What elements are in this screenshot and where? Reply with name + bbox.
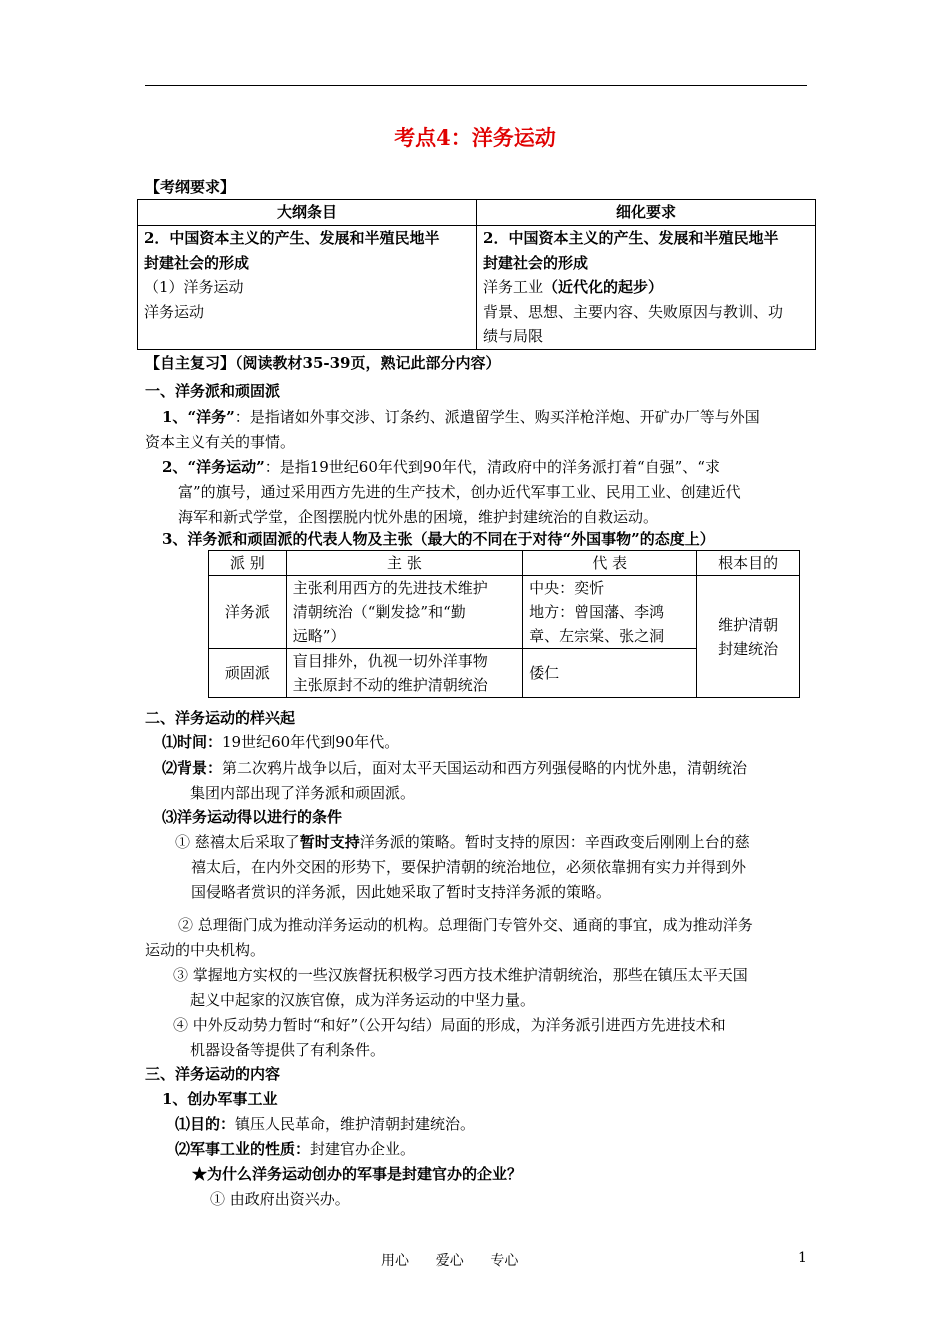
self-review-note: （阅读教材35-39页，熟记此部分内容）: [235, 354, 501, 372]
c1-bold: 暂时支持: [299, 833, 360, 851]
t2-head-goal: 根本目的: [697, 551, 800, 576]
c3-text-a: ③ 掌握地方实权的一些汉族督抚积极学习西方技术维护清朝统治，那些在镇压太平天国: [173, 966, 748, 984]
s1-para-1: [145, 405, 812, 455]
goal-1: 维护清朝: [718, 615, 779, 634]
c4-text-a: ④ 中外反动势力暂时“和好”（公开勾结）局面的形成，为洋务派引进西方先进技术和: [173, 1016, 726, 1034]
s1-para-2: [162, 455, 812, 530]
claim-w-1: 主张利用西方的先进技术维护: [292, 579, 488, 597]
s3-aim: [175, 1113, 475, 1134]
outline-line-2: 封建社会的形成: [144, 253, 250, 272]
detail-line-4: 背景、思想、主要内容、失败原因与教训、功: [483, 302, 784, 321]
goal-cell: [697, 576, 800, 698]
s3-answer-1: ① 由政府出资兴办。: [210, 1190, 350, 1208]
detail-line-3a: 洋务工业: [483, 278, 544, 296]
detail-line-1: 2．中国资本主义的产生、发展和半殖民地半: [483, 229, 779, 247]
p2-text-a: ：是指19世纪60年代到90年代，清政府中的洋务派打着“自强”、“求: [264, 458, 720, 476]
p1-text-a: ：是指诸如外事交涉、订条约、派遣留学生、购买洋枪洋炮、开矿办厂等与外国: [234, 408, 760, 426]
section-3-heading: 三、洋务运动的内容: [145, 1065, 281, 1083]
page-number: 1: [798, 1250, 807, 1266]
table-header-outline: 大纲条目: [138, 200, 477, 226]
nature-text: 封建官办企业。: [310, 1140, 416, 1158]
claim-c-1: 盲目排外，仇视一切外洋事物: [292, 652, 488, 670]
c1-pre: ① 慈禧太后采取了: [175, 833, 300, 851]
s3-question: ★为什么洋务运动创办的军事是封建官办的企业？: [192, 1165, 523, 1183]
factions-table: [208, 550, 800, 698]
p2-term: “洋务运动”: [187, 458, 265, 476]
bg-label: ⑵背景：: [162, 759, 223, 777]
s3-nature: [175, 1138, 415, 1159]
detail-line-5: 绩与局限: [483, 327, 544, 345]
detail-cell: [477, 226, 816, 350]
p1-term: “洋务”: [187, 408, 235, 426]
section-2-heading: 二、洋务运动的样兴起: [145, 709, 296, 727]
page-title: 考点4：洋务运动: [394, 125, 556, 150]
c1-post: 洋务派的策略。暂时支持的原因：辛酉政变后刚刚上台的慈: [359, 833, 750, 851]
s3-sub-1: 1、创办军事工业: [162, 1090, 278, 1108]
outline-line-4: 洋务运动: [144, 302, 205, 321]
top-rule: [145, 85, 807, 86]
rep-w-2: 地方：曾国藩、李鸿: [529, 603, 665, 621]
t2-head-faction: 派 别: [209, 551, 287, 576]
condition-3: [173, 963, 748, 1013]
condition-1: [175, 830, 750, 905]
c4-text-b: 机器设备等提供了有利条件。: [190, 1041, 386, 1059]
s2-background: [162, 756, 747, 806]
outline-line-3: （1）洋务运动: [144, 278, 244, 296]
claim-c-2: 主张原封不动的维护清朝统治: [292, 676, 488, 694]
t2-head-rep: 代 表: [523, 551, 697, 576]
rep-westernization: [523, 576, 697, 649]
p2-num: 2、: [162, 458, 188, 476]
aim-label: ⑴目的：: [175, 1115, 236, 1133]
s2-conditions: ⑶洋务运动得以进行的条件: [162, 808, 343, 826]
p2-text-b: 富”的旗号，通过采用西方先进的生产技术，创办近代军事工业、民用工业、创建近代: [178, 483, 741, 501]
c2-text-a: ② 总理衙门成为推动洋务运动的机构。总理衙门专管外交、通商的事宜，成为推动洋务: [178, 916, 753, 934]
c1-text-b: 禧太后，在内外交困的形势下，要保护清朝的统治地位，必须依靠拥有实力并得到外: [191, 858, 747, 876]
s2-time: [162, 731, 399, 752]
claim-conservative: [286, 649, 522, 698]
faction-westernization: 洋务派: [209, 576, 287, 649]
outline-line-1: 2．中国资本主义的产生、发展和半殖民地半: [144, 229, 440, 247]
condition-2: [145, 913, 753, 963]
rep-w-3: 章、左宗棠、张之洞: [529, 627, 665, 645]
section-1-heading: 一、洋务派和顽固派: [145, 382, 281, 400]
section-requirements: 【考纲要求】: [145, 178, 236, 196]
c2-text-b: 运动的中央机构。: [145, 941, 266, 959]
rep-w-1: 中央：奕忻: [529, 579, 605, 597]
c3-text-b: 起义中起家的汉族官僚，成为洋务运动的中坚力量。: [190, 991, 536, 1009]
table-header-detail: 细化要求: [477, 200, 816, 226]
aim-text: 镇压人民革命，维护清朝封建统治。: [235, 1115, 476, 1133]
p1-num: 1、: [162, 408, 188, 426]
self-review-label: 【自主复习】: [145, 354, 236, 372]
bg-text-a: 第二次鸦片战争以后，面对太平天国运动和西方列强侵略的内忧外患，清朝统治: [222, 759, 748, 777]
time-text: 19世纪60年代到90年代。: [222, 733, 400, 751]
claim-w-3: 远略”）: [292, 627, 346, 645]
p1-text-b: 资本主义有关的事情。: [145, 433, 296, 451]
outline-cell: [138, 226, 477, 350]
detail-line-3: [483, 275, 809, 300]
bg-text-b: 集团内部出现了洋务派和顽固派。: [190, 784, 416, 802]
rep-conservative: 倭仁: [523, 649, 697, 698]
p2-text-c: 海军和新式学堂，企图摆脱内忧外患的困境，维护封建统治的自救运动。: [178, 508, 659, 526]
s1-para-3: 3、洋务派和顽固派的代表人物及主张（最大的不同在于对待“外国事物”的态度上）: [162, 530, 715, 548]
claim-westernization: [286, 576, 522, 649]
self-review-heading: [145, 352, 501, 373]
claim-w-2: 清朝统治（“剿发捻”和“勤: [292, 603, 466, 621]
condition-4: [173, 1013, 726, 1063]
t2-head-claim: 主 张: [286, 551, 522, 576]
time-label: ⑴时间：: [162, 733, 223, 751]
c1-text-c: 国侵略者赏识的洋务派，因此她采取了暂时支持洋务派的策略。: [191, 883, 612, 901]
goal-2: 封建统治: [718, 639, 779, 658]
nature-label: ⑵军事工业的性质：: [175, 1140, 311, 1158]
detail-line-3b: （近代化的起步）: [543, 278, 664, 296]
footer-slogan: 用心 爱心 专心: [381, 1253, 519, 1269]
detail-line-2: 封建社会的形成: [483, 253, 589, 272]
syllabus-table: [137, 199, 816, 350]
faction-conservative: 顽固派: [209, 649, 287, 698]
